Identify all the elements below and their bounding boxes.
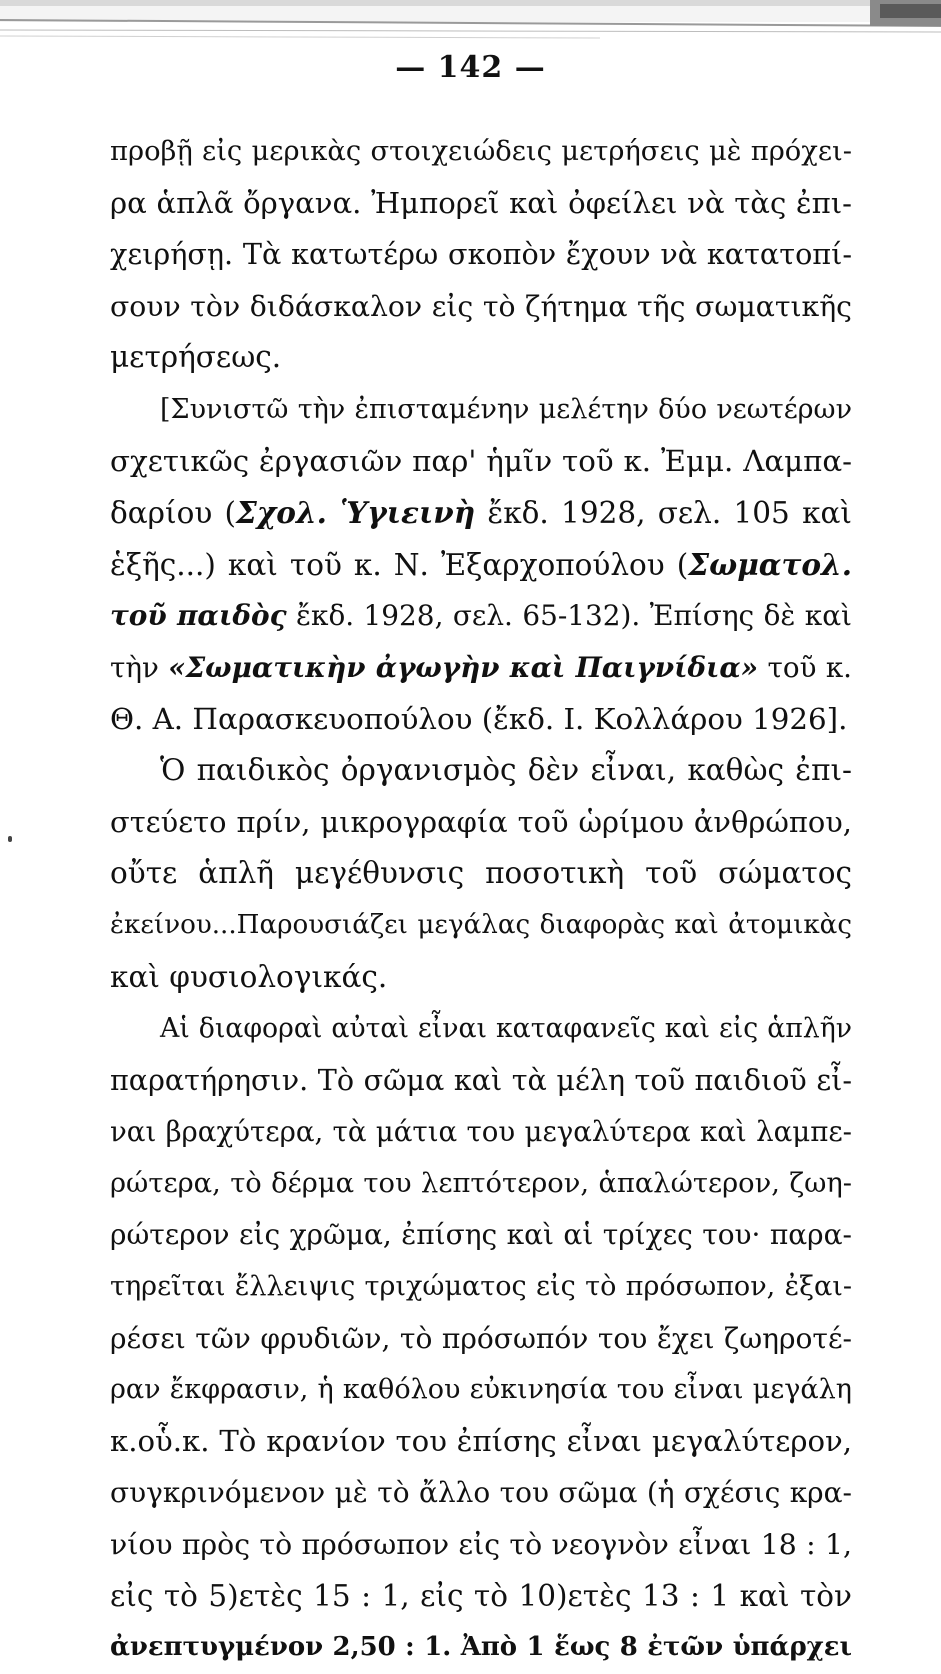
text-line: Θ. Α. Παρασκευοπούλου (ἔκδ. Ι. Κολλάρου 1926].	[110, 701, 848, 736]
text-line: προβῇ εἰς μερικὰς στοιχειώδεις μετρήσεις μὲ πρόχει-	[110, 136, 852, 167]
text-line: παρατήρησιν. Τὸ σῶμα καὶ τὰ μέλη τοῦ παιδιοῦ εἶ-	[110, 1062, 852, 1097]
text-line	[110, 487, 852, 539]
text-line: καὶ φυσιολογικάς.	[110, 959, 388, 994]
text-line: ρώτερα, τὸ δέρμα του λεπτότερον, ἁπαλώτερον, ζωη-	[110, 1167, 852, 1199]
text-line: χειρήσῃ. Τὰ κατωτέρω σκοπὸν ἔχουν νὰ κατατοπί-	[110, 237, 852, 272]
paragraph	[110, 1003, 852, 1674]
paragraph	[110, 745, 852, 1003]
text-line: Ὁ παιδικὸς ὀργανισμὸς δὲν εἶναι, καθὼς ἐπι-	[160, 753, 852, 788]
text-line: τηρεῖται ἔλλειψις τριχώματος εἰς τὸ πρόσωπον, ἐξαι-	[110, 1271, 852, 1303]
text-run: ἔκδ. 1928, σελ. 105 καὶ	[475, 496, 852, 531]
scan-speck	[8, 836, 12, 842]
text-line: ἐκείνου...Παρουσιάζει μεγάλας διαφορὰς καὶ ἀτομικὰς	[110, 909, 852, 940]
text-line: ρέσει τῶν φρυδιῶν, τὸ πρόσωπόν του ἔχει ζωηροτέ-	[110, 1321, 852, 1355]
text-run: δαρίου (	[110, 496, 237, 531]
text-line: ναι βραχύτερα, τὰ μάτια του μεγαλύτερα καὶ λαμπε-	[110, 1115, 852, 1149]
text-run: ἑξῆς...) καὶ τοῦ κ. Ν. Ἐξαρχοπούλου (	[110, 547, 689, 582]
text-line: ἀνεπτυγμένον 2,50 : 1. Ἀπὸ 1 ἕως 8 ἐτῶν ὑπάρχει	[110, 1632, 852, 1663]
book-title: Σχολ. Ὑγιεινὴ	[236, 495, 476, 531]
text-line	[110, 539, 852, 591]
text-line: νίου πρὸς τὸ πρόσωπον εἰς τὸ νεογνὸν εἶναι 18 : 1,	[110, 1528, 852, 1562]
text-line: στεύετο πρίν, μικρογραφία τοῦ ὡρίμου ἀνθρώπου,	[110, 804, 852, 839]
text-line: κ.οὗ.κ. Τὸ κρανίον του ἐπίσης εἶναι μεγαλύτερον,	[110, 1423, 852, 1458]
text-line: ρα ἁπλᾶ ὄργανα. Ἠμπορεῖ καὶ ὀφείλει νὰ τὰς ἐπι-	[110, 185, 852, 220]
text-line: Αἱ διαφοραὶ αὐταὶ εἶναι καταφανεῖς καὶ εἰς ἁπλῆν	[160, 1013, 852, 1045]
text-line: σχετικῶς ἐργασιῶν παρ' ἡμῖν τοῦ κ. Ἐμμ. Λαμπα-	[110, 443, 852, 478]
book-title: «Σωματικὴν ἀγωγὴν καὶ Παιγνίδια»	[168, 650, 759, 684]
page-body-text	[110, 126, 852, 1674]
text-line: σουν τὸν διδάσκαλον εἰς τὸ ζήτημα τῆς σωματικῆς	[110, 289, 852, 323]
paragraph-references	[110, 384, 852, 745]
page-top-edge-shadow	[0, 0, 941, 40]
text-line: ρώτερον εἰς χρῶμα, ἐπίσης καὶ αἱ τρίχες του· παρα-	[110, 1218, 852, 1252]
text-line: μετρήσεως.	[110, 340, 282, 375]
text-line	[110, 642, 852, 694]
text-line: συγκρινόμενον μὲ τὸ ἄλλο του σῶμα (ἡ σχέσις κρα-	[110, 1476, 852, 1510]
paragraph	[110, 126, 852, 384]
text-line: ραν ἔκφρασιν, ἡ καθόλου εὐκινησία του εἶναι μεγάλη	[110, 1374, 852, 1406]
text-run: τοῦ κ.	[758, 650, 852, 684]
text-line	[110, 590, 852, 642]
text-run: τὴν	[110, 650, 169, 684]
text-run: ἔκδ. 1928, σελ. 65-132). Ἐπίσης δὲ καὶ	[286, 599, 853, 633]
text-line: οὔτε ἁπλῆ μεγέθυνσις ποσοτικὴ τοῦ σώματος	[110, 856, 852, 891]
text-line: εἰς τὸ 5)ετὲς 15 : 1, εἰς τὸ 10)ετὲς 13 : 1 καὶ τὸν	[110, 1578, 852, 1613]
page-number: — 142 —	[395, 50, 546, 85]
book-title: Σωματολ.	[688, 546, 852, 582]
text-line: [Συνιστῶ τὴν ἐπισταμένην μελέτην δύο νεωτέρων	[160, 393, 852, 425]
book-title: τοῦ παιδὸς	[110, 599, 287, 633]
